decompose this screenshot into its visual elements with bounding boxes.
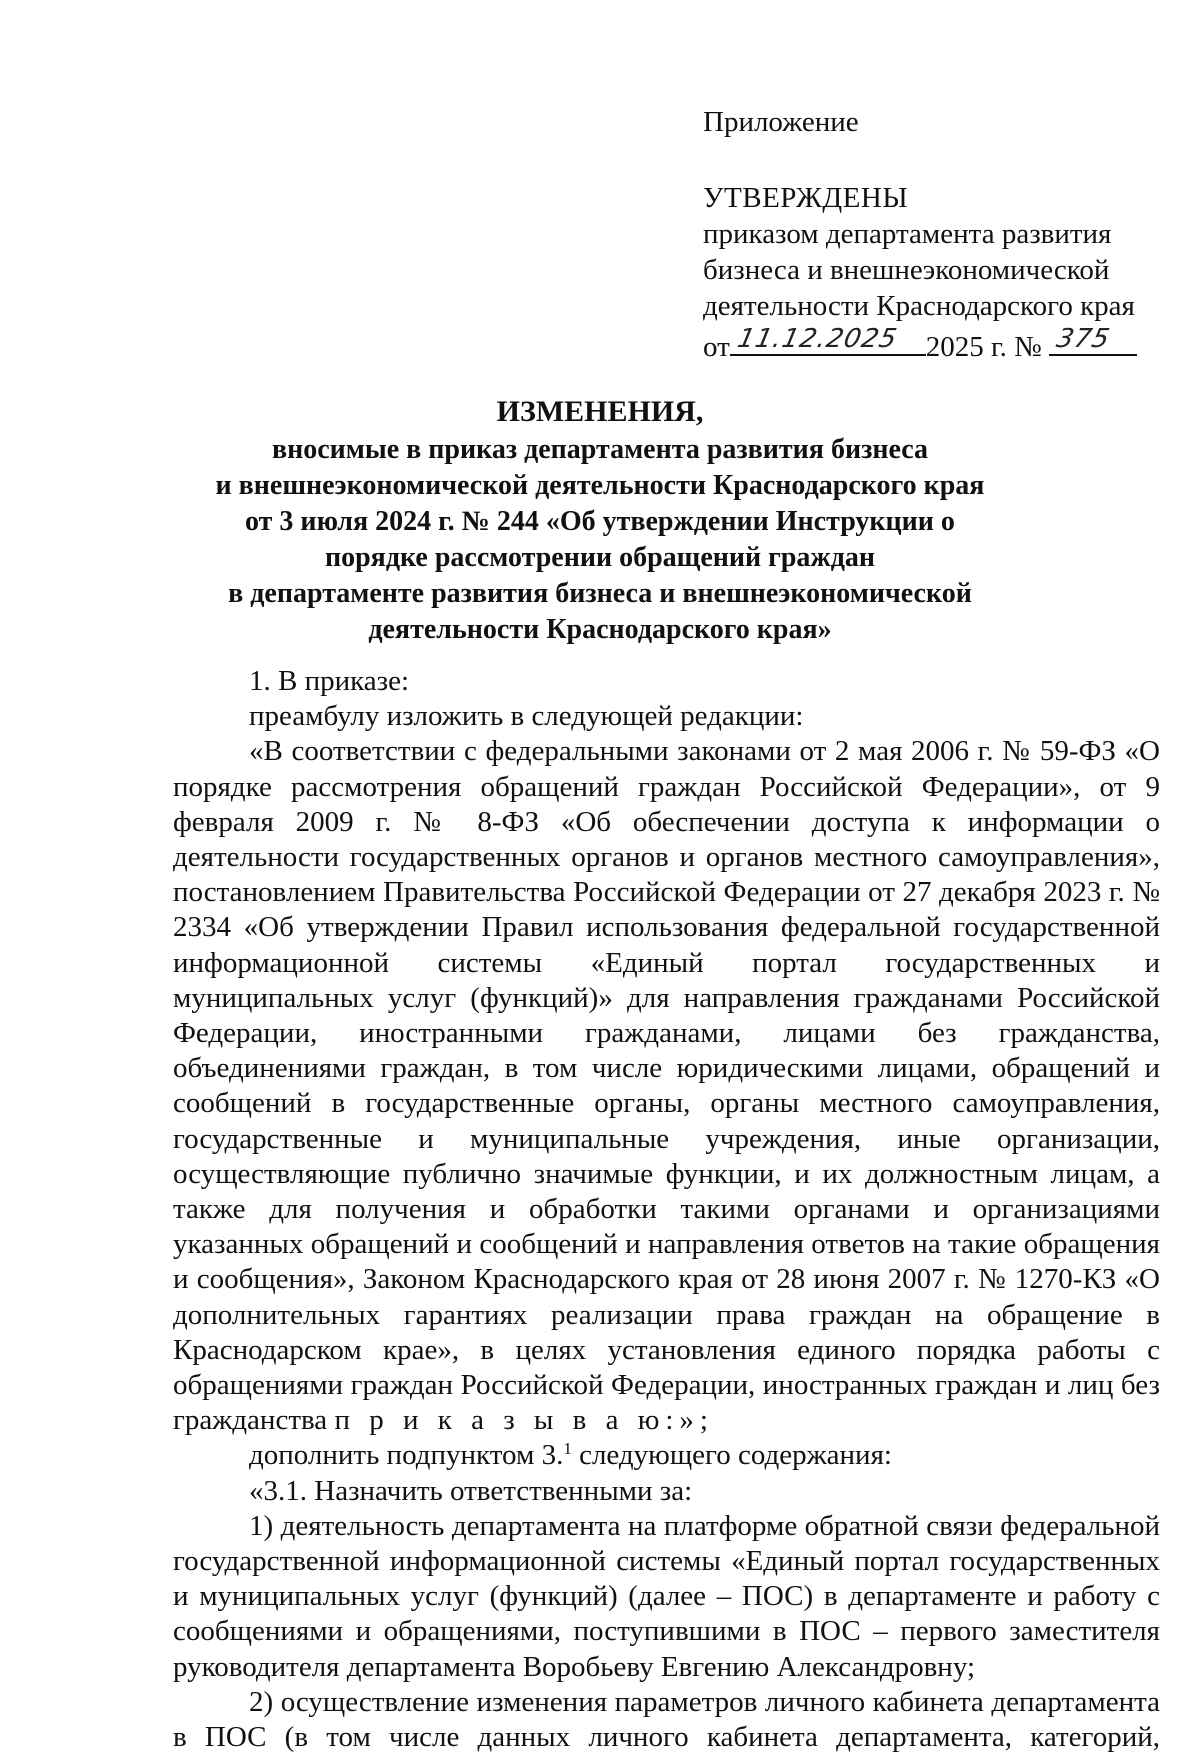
paragraph: 1. В приказе: [249, 665, 410, 697]
title-line: вносимые в приказ департамента развития бизнеса [271, 434, 929, 465]
handwritten-number: 375 [1053, 324, 1113, 354]
paragraph: 1) деятельность департамента на платформе обратной связи федеральной государственной информационной системы «Единый портал государственных и муниципальных услуг (функций) (далее – ПОС) в департаменте и работу с сообщениями и обращениями, поступившими в ПОС – первого заместителя руководителя департамента Воробьеву Евгению Александровну; [173, 1509, 1160, 1683]
order-date-blank [730, 324, 926, 356]
paragraph: «3.1. Назначить ответственными за: [249, 1474, 693, 1507]
order-date-number-line [703, 324, 1163, 364]
approved-line: деятельности Краснодарского края [703, 290, 1135, 322]
title-line: от 3 июля 2024 г. № 244 «Об утверждении Инструкции о [245, 506, 955, 537]
order-number-blank [1049, 324, 1137, 356]
approved-line: бизнеса и внешнеэкономической [703, 254, 1110, 286]
title-line: в департаменте развития бизнеса и внешнеэкономической [228, 578, 972, 609]
order-prefix: от [703, 331, 730, 363]
preamble-text: «В соответствии с федеральными законами от 2 мая 2006 г. № 59-ФЗ «О порядке рассмотрения обращений граждан Российской Федерации», от 9 февраля 2009 г. № 8-ФЗ «Об обеспечении доступа к информации о деятельности государственных органов и органов местного самоуправления», постановлением Правительства Российской Федерации от 27 декабря 2023 г. № 2334 «Об утверждении Правил использования федеральной государственной информационной системы «Единый портал государственных и муниципальных услуг (функций)» для направления гражданами Российской Федерации, иностранными гражданами, лицами без гражданства, объединениями граждан, в том числе юридическими лицами, обращений и сообщений в государственные органы, органы местного самоуправления, государственные и муниципальные учреждения, иные организации, осуществляющие публично значимые функции, и их должностным лицам, а также для получения и обработки такими органами и организациями указанных обращений и сообщений и направления ответов на такие обращения и сообщения», Законом Краснодарского края от 28 июня 2007 г. № 1270-КЗ «О дополнительных гарантиях реализации права граждан на обращение в Краснодарском крае», в целях установления единого порядка работы с обращениями граждан Российской Федерации, иностранных граждан и лиц без гражданства [173, 735, 1160, 1437]
approved-label: УТВЕРЖДЕНЫ [703, 182, 909, 214]
order-year: 2025 г. № [925, 331, 1042, 363]
approved-line: приказом департамента развития [703, 218, 1112, 250]
title-line: порядке рассмотрении обращений граждан [324, 542, 876, 573]
approved-by-block [703, 216, 1143, 324]
paragraph-text: дополнить подпунктом 3. [249, 1439, 564, 1472]
paragraph: преамбулу изложить в следующей редакции: [249, 700, 804, 733]
title-line: деятельности Краснодарского края» [368, 614, 832, 645]
title-line: и внешнеэкономической деятельности Краснодарского края [215, 470, 985, 501]
paragraph-text: следующего содержания: [571, 1439, 892, 1472]
order-word: п р и к а з ы в а ю:»; [334, 1404, 714, 1437]
appendix-label: Приложение [703, 106, 859, 138]
superscript: 1 [563, 1439, 572, 1459]
document-title [170, 394, 1030, 648]
handwritten-date: 11.12.2025 [734, 324, 900, 354]
title-main: ИЗМЕНЕНИЯ, [496, 395, 704, 428]
paragraph [173, 1438, 1160, 1473]
document-body [173, 664, 1160, 1755]
paragraph: 2) осуществление изменения параметров личного кабинета департамента в ПОС (в том числе данных личного кабинета департамента, категорий, [173, 1685, 1160, 1754]
preamble-paragraph [173, 734, 1160, 1438]
